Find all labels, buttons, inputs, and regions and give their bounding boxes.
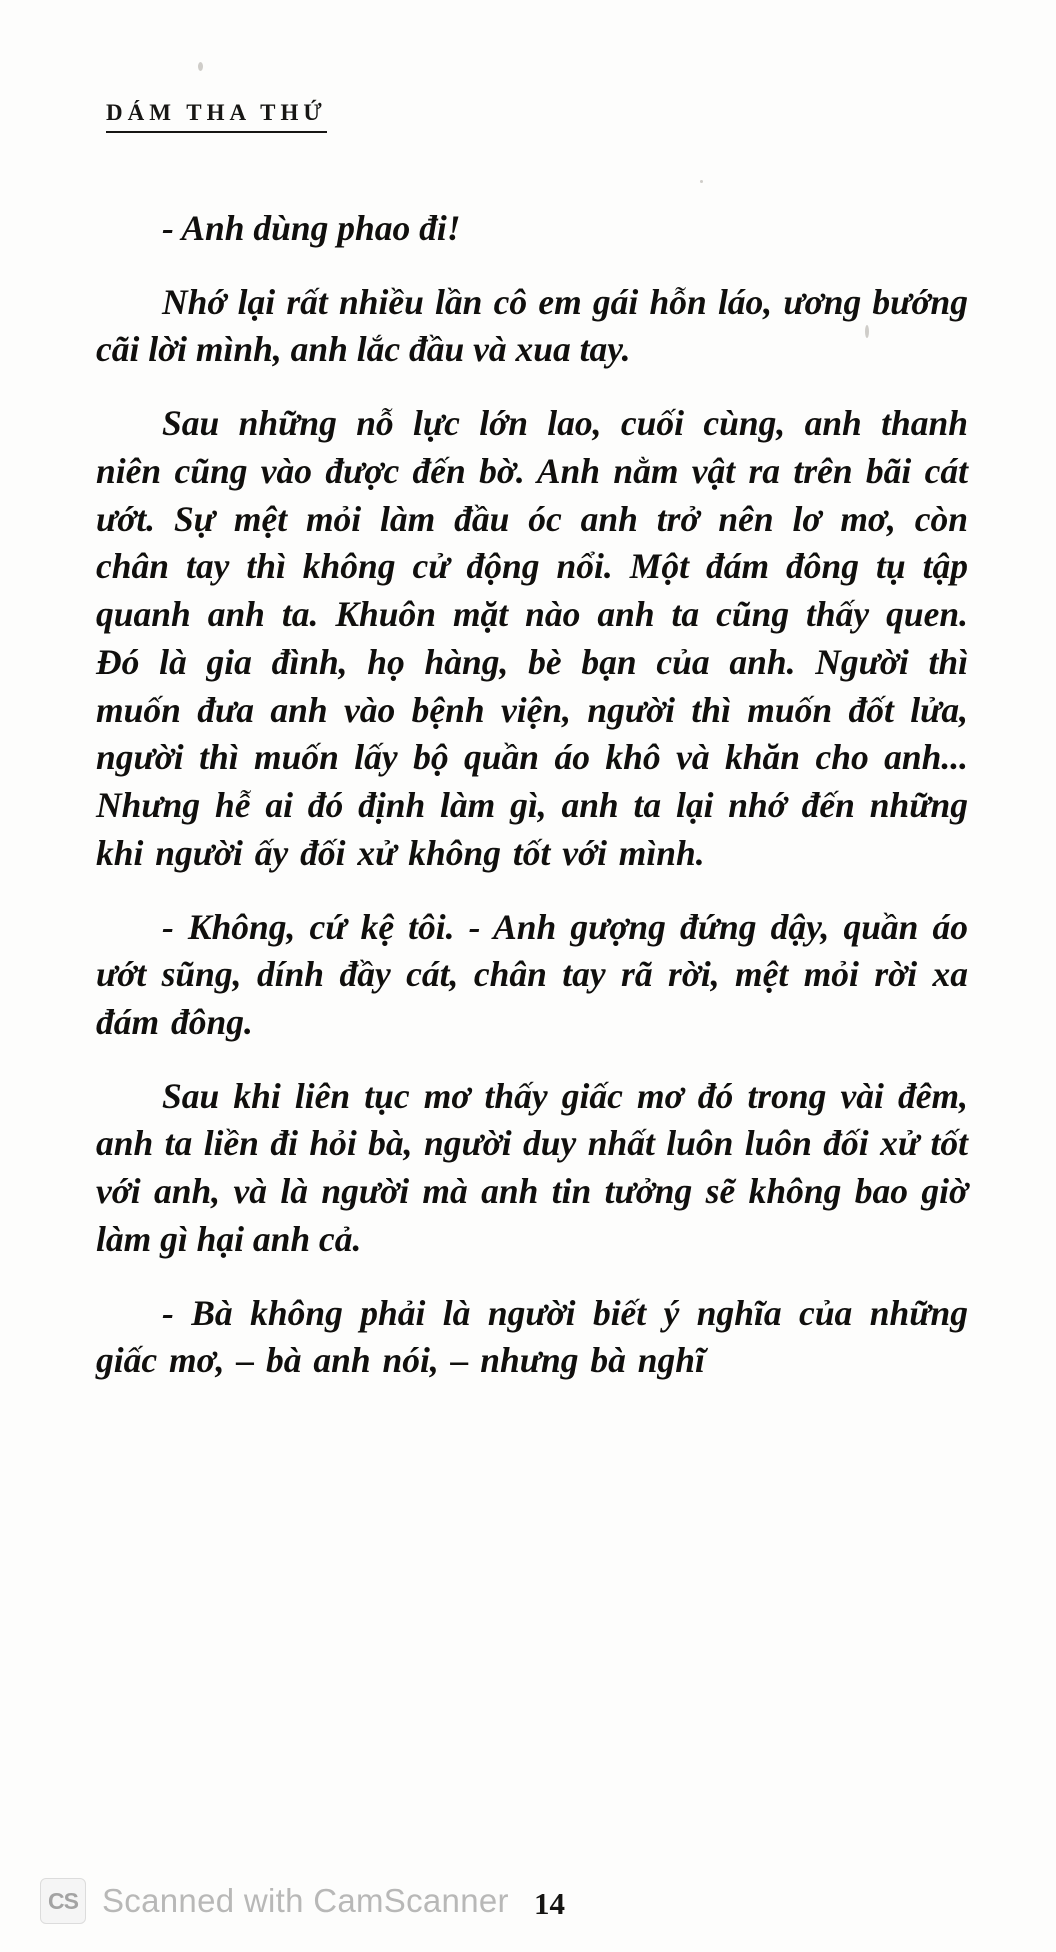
camscanner-logo-icon: CS bbox=[40, 1878, 86, 1924]
paragraph: - Anh dùng phao đi! bbox=[162, 208, 461, 248]
page-content bbox=[96, 100, 968, 1411]
body-text bbox=[96, 205, 968, 1385]
camscanner-watermark bbox=[40, 1878, 509, 1924]
paragraph: Nhớ lại rất nhiều lần cô em gái hỗn láo, ương bướng cãi lời mình, anh lắc đầu và xua tay. bbox=[96, 281, 968, 370]
paragraph: - Bà không phải là người biết ý nghĩa của những giấc mơ, – bà anh nói, – nhưng bà nghĩ bbox=[96, 1292, 968, 1381]
paragraph: Sau những nỗ lực lớn lao, cuối cùng, anh thanh niên cũng vào được đến bờ. Anh nằm vật ra trên bãi cát ướt. Sự mệt mỏi làm đầu óc anh trở nên lơ mơ, còn chân tay thì không cử động nổi. Một đám đông tụ tập quanh anh ta. Khuôn mặt nào anh ta cũng thấy quen. Đó là gia đình, họ hàng, bè bạn của anh. Người thì muốn đưa anh vào bệnh viện, người thì muốn đốt lửa, người thì muốn lấy bộ quần áo khô và khăn cho anh... Nhưng hễ ai đó định làm gì, anh ta lại nhớ đến những khi người ấy đối xử không tốt với mình. bbox=[96, 403, 968, 873]
camscanner-watermark-label: Scanned with CamScanner bbox=[102, 1882, 509, 1919]
running-head: DÁM THA THỨ bbox=[106, 100, 327, 133]
paragraph: Sau khi liên tục mơ thấy giấc mơ đó trong vài đêm, anh ta liền đi hỏi bà, người duy nhất luôn luôn đối xử tốt với anh, và là người mà anh tin tưởng sẽ không bao giờ làm gì hại anh cả. bbox=[96, 1075, 968, 1259]
page-number: 14 bbox=[534, 1886, 565, 1921]
paragraph: - Không, cứ kệ tôi. - Anh gượng đứng dậy, quần áo ướt sũng, dính đầy cát, chân tay rã rời, mệt mỏi rời xa đám đông. bbox=[96, 906, 968, 1043]
scan-speck bbox=[198, 62, 203, 71]
